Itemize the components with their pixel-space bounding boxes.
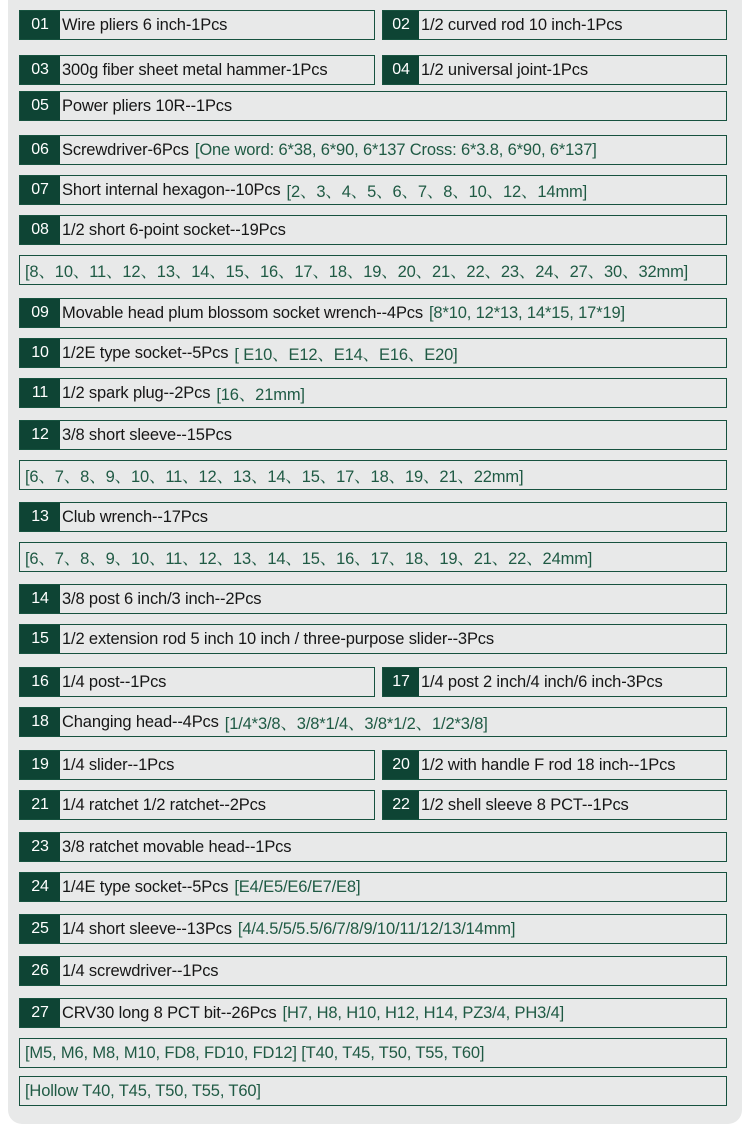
- item-row-14: [19, 584, 727, 614]
- item-number-badge: 25: [20, 915, 60, 943]
- item-row-24: [19, 872, 727, 902]
- item-label: Movable head plum blossom socket wrench--4Pcs: [62, 303, 423, 322]
- item-label: 3/8 short sleeve--15Pcs: [62, 425, 232, 444]
- item-number-badge: 13: [20, 503, 60, 531]
- item-row-10: [19, 338, 727, 368]
- item-label: Club wrench--17Pcs: [62, 507, 208, 526]
- item-row-27: [19, 998, 727, 1028]
- item-spec: [6、7、8、9、10、11、12、13、14、15、16、17、18、19、21、22、24mm]: [25, 550, 593, 568]
- item-row-07: [19, 175, 727, 205]
- item-row-23: [19, 832, 727, 862]
- item-label: 1/4 slider--1Pcs: [62, 755, 175, 774]
- item-label: 1/4 post 2 inch/4 inch/6 inch-3Pcs: [421, 672, 663, 691]
- item-row-08: [19, 215, 727, 245]
- item-label: 1/4 screwdriver--1Pcs: [62, 961, 219, 980]
- item-number-badge: 23: [20, 833, 60, 861]
- item-spec: [2、3、4、5、6、7、8、10、12、14mm]: [286, 183, 588, 201]
- item-row-21: [19, 790, 375, 820]
- item-row-16: [19, 667, 375, 697]
- item-spec: [M5, M6, M8, M10, FD8, FD10, FD12] [T40, T45, T50, T55, T60]: [25, 1043, 485, 1062]
- item-number-badge: 01: [20, 11, 60, 39]
- item-spec: [Hollow T40, T45, T50, T55, T60]: [25, 1081, 261, 1100]
- item-label: 1/2 universal joint-1Pcs: [421, 60, 588, 79]
- item-continuation-row: [19, 542, 727, 572]
- item-row-01: [19, 10, 375, 40]
- item-row-22: [382, 790, 727, 820]
- item-spec: [16、21mm]: [216, 386, 305, 404]
- item-number-badge: 03: [20, 56, 60, 84]
- item-number-badge: 24: [20, 873, 60, 901]
- item-number-badge: 15: [20, 625, 60, 653]
- item-label: 1/2 curved rod 10 inch-1Pcs: [421, 15, 623, 34]
- item-number-badge: 10: [20, 339, 60, 367]
- item-number-badge: 26: [20, 957, 60, 985]
- item-row-18: [19, 707, 727, 737]
- item-spec: [8*10, 12*13, 14*15, 17*19]: [429, 303, 625, 322]
- item-label: 3/8 ratchet movable head--1Pcs: [62, 837, 292, 856]
- item-number-badge: 18: [20, 708, 60, 736]
- item-number-badge: 04: [383, 56, 419, 84]
- item-row-25: [19, 914, 727, 944]
- item-label: 3/8 post 6 inch/3 inch--2Pcs: [62, 589, 262, 608]
- item-row-26: [19, 956, 727, 986]
- item-row-17: [382, 667, 727, 697]
- item-label: 1/4 post--1Pcs: [62, 672, 167, 691]
- item-spec: [4/4.5/5/5.5/6/7/8/9/10/11/12/13/14mm]: [237, 919, 516, 938]
- item-label: 1/2 spark plug--2Pcs: [62, 383, 211, 402]
- item-row-19: [19, 750, 375, 780]
- item-row-03: [19, 55, 375, 85]
- item-row-11: [19, 378, 727, 408]
- item-number-badge: 09: [20, 299, 60, 327]
- item-row-09: [19, 298, 727, 328]
- item-row-04: [382, 55, 727, 85]
- item-number-badge: 05: [20, 92, 60, 120]
- item-number-badge: 08: [20, 216, 60, 244]
- item-spec: [ E10、E12、E14、E16、E20]: [234, 346, 458, 364]
- item-spec: [One word: 6*38, 6*90, 6*137 Cross: 6*3.8, 6*90, 6*137]: [194, 140, 597, 159]
- item-row-12: [19, 420, 727, 450]
- item-label: CRV30 long 8 PCT bit--26Pcs: [62, 1003, 277, 1022]
- item-label: 1/2 shell sleeve 8 PCT--1Pcs: [421, 795, 629, 814]
- item-row-02: [382, 10, 727, 40]
- item-spec: [6、7、8、9、10、11、12、13、14、15、17、18、19、21、22mm]: [25, 468, 524, 486]
- item-label: 300g fiber sheet metal hammer-1Pcs: [62, 60, 328, 79]
- item-number-badge: 20: [383, 751, 419, 779]
- item-row-20: [382, 750, 727, 780]
- item-label: 1/2 with handle F rod 18 inch--1Pcs: [421, 755, 676, 774]
- item-row-06: [19, 135, 727, 165]
- item-spec: [E4/E5/E6/E7/E8]: [234, 877, 361, 896]
- item-row-05: [19, 91, 727, 121]
- item-continuation-row: [19, 255, 727, 285]
- item-number-badge: 02: [383, 11, 419, 39]
- item-label: Power pliers 10R--1Pcs: [62, 96, 233, 115]
- item-label: 1/4 short sleeve--13Pcs: [62, 919, 232, 938]
- item-number-badge: 14: [20, 585, 60, 613]
- item-label: 1/2 short 6-point socket--19Pcs: [62, 220, 286, 239]
- item-number-badge: 11: [20, 379, 60, 407]
- item-label: Screwdriver-6Pcs: [62, 140, 189, 159]
- item-label: 1/4 ratchet 1/2 ratchet--2Pcs: [62, 795, 266, 814]
- item-label: Wire pliers 6 inch-1Pcs: [62, 15, 228, 34]
- item-label: 1/4E type socket--5Pcs: [62, 877, 229, 896]
- item-number-badge: 19: [20, 751, 60, 779]
- item-number-badge: 22: [383, 791, 419, 819]
- item-number-badge: 27: [20, 999, 60, 1027]
- item-number-badge: 12: [20, 421, 60, 449]
- item-row-13: [19, 502, 727, 532]
- item-label: 1/2E type socket--5Pcs: [62, 343, 229, 362]
- item-number-badge: 06: [20, 136, 60, 164]
- item-number-badge: 16: [20, 668, 60, 696]
- item-spec: [1/4*3/8、3/8*1/4、3/8*1/2、1/2*3/8]: [224, 715, 488, 733]
- item-spec: [H7, H8, H10, H12, H14, PZ3/4, PH3/4]: [282, 1003, 565, 1022]
- item-number-badge: 17: [383, 668, 419, 696]
- item-number-badge: 07: [20, 176, 60, 204]
- item-label: Changing head--4Pcs: [62, 712, 219, 731]
- item-continuation-row: [19, 1076, 727, 1106]
- item-label: 1/2 extension rod 5 inch 10 inch / three-purpose slider--3Pcs: [62, 629, 495, 648]
- item-spec: [8、10、11、12、13、14、15、16、17、18、19、20、21、22、23、24、27、30、32mm]: [25, 263, 689, 281]
- item-row-15: [19, 624, 727, 654]
- item-number-badge: 21: [20, 791, 60, 819]
- item-label: Short internal hexagon--10Pcs: [62, 180, 281, 199]
- item-continuation-row: [19, 1038, 727, 1068]
- item-continuation-row: [19, 460, 727, 490]
